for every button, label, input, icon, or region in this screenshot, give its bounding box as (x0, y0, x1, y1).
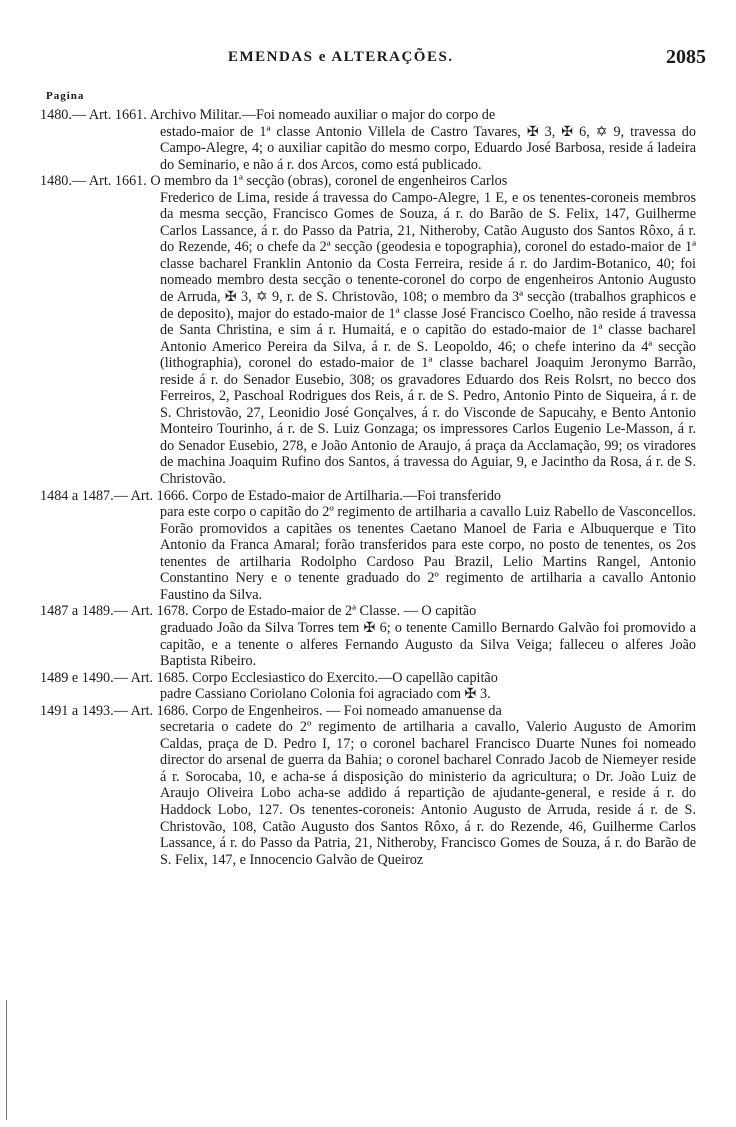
entry-2 (40, 173, 696, 487)
entry-continuation: padre Cassiano Coriolano Colonia foi agraciado com ✠ 3. (160, 686, 491, 703)
entry-continuation: Frederico de Lima, reside á travessa do Campo-Alegre, 1 E, e os tenentes-coroneis membros da mesma secção, Francisco Gomes de Souza, á r. do Barão de S. Felix, 147, Guilherme Carlos Lassance, á r. do Passo da Patria, 21, Nitheroby, Catão Augusto dos Santos Rôxo, á r. do Rezende, 46; o chefe da 2ª secção (geodesia e topographia), coronel do estado-maior de 1ª classe bacharel Franklin Antonio da Costa Ferreira, reside á r. do Jardim-Botanico, 40; foi nomeado membro desta secção o tenente-coronel do corpo de engenheiros Antonio Augusto de Arruda, ✠ 3, ✡ 9, r. de S. Christovão, 108; o membro da 3ª secção (trabalhos graphicos e de deposito), major do estado-maior de 1ª classe José Francisco Coelho, não reside á travessa de Santa Christina, e sim á r. Humaitá, e o capitão do estado-maior de 1ª classe bacharel Antonio Americo Pereira da Silva, á r. de S. Leopoldo, 46; o chefe interino da 4ª secção (lithographia), coronel do estado-maior de 1ª classe bacharel Joaquim Jeronymo Barrão, reside á r. do Senador Eusebio, 308; os gravadores Eduardo dos Reis Rolsrt, no becco dos Ferreiros, 2, Paschoal Rodrigues dos Reis, á r. de S. Pedro, Antonio Pinto de Siqueira, á r. de S. Christovão, 27, Leonidio José Gonçalves, á r. do Visconde de Sapucahy, e Bento Antonio Monteiro Tourinho, á r. de S. Luiz Gonzaga; os impressores Carlos Eugenio Le-Masson, á r. do Senador Eusebio, 278, e João Antonio de Araujo, á praça da Acclamação, 99; os viradores de machina Joaquim Rufino dos Santos, á travessa do Aguiar, 9, e Jacintho da Rosa, á r. de S. Christovão. (160, 189, 696, 488)
entry-continuation: secretaria o cadete do 2º regimento de artilharia a cavallo, Valerio Augusto de Amorim Caldas, praça de D. Pedro I, 17; o coronel bacharel Francisco Duarte Nunes foi nomeado director do arsenal de guerra da Bahia; o coronel bacharel Conrado Jacob de Niemeyer reside á r. Sorocaba, 10, e acha-se á disposição do ministerio da agricultura; o Dr. João Luiz de Araujo Oliveira Lobo acha-se addido á repartição de ajudante-general, e reside á r. do Haddock Lobo, 127. Os tenentes-coroneis: Antonio Augusto de Arruda, reside á r. de S. Christovão, 108, Catão Augusto dos Santos Rôxo, á r. do Rezende, 46, Guilherme Carlos Lassance, á r. do Passo da Patria, 21, Nitheroby, Francisco Gomes de Souza, á r. do Barão de S. Felix, 147, e Innocencio Galvão de Queiroz (160, 719, 696, 868)
column-label: Pagina (46, 90, 85, 102)
entry-1 (40, 107, 696, 173)
entry-first-line: 1480.— Art. 1661. O membro da 1ª secção (obras), coronel de engenheiros Carlos (40, 173, 508, 190)
entry-5 (40, 670, 696, 703)
page-number: 2085 (666, 46, 706, 68)
binding-edge-line (6, 1000, 7, 1120)
entry-first-line: 1491 a 1493.— Art. 1686. Corpo de Engenheiros. — Foi nomeado amanuense da (40, 702, 502, 719)
entry-first-line: 1480.— Art. 1661. Archivo Militar.—Foi nomeado auxiliar o major do corpo de (40, 107, 496, 123)
header-title: EMENDAS e ALTERAÇÕES. (228, 49, 454, 65)
entry-continuation: graduado João da Silva Torres tem ✠ 6; o tenente Camillo Bernardo Galvão foi promovido a capitão, e a tenente o alferes Fernando Augusto da Silva Veiga; falleceu o alferes João Baptista Ribeiro. (160, 619, 696, 670)
entry-continuation: estado-maior de 1ª classe Antonio Villela de Castro Tavares, ✠ 3, ✠ 6, ✡ 9, travessa do Campo-Alegre, 4; o auxiliar capitão do mesmo corpo, Eduardo José Barbosa, reside á ladeira do Seminario, e não á r. dos Arcos, como está publicado. (160, 123, 696, 173)
running-header (0, 46, 736, 72)
entry-continuation: para este corpo o capitão do 2º regimento de artilharia a cavallo Luiz Rabello de Vasconcellos. Forão promovidos a capitães os tenentes Caetano Manoel de Faria e Albuquerque e Tito Antonio da Franca Amaral; forão transferidos para este corpo, no posto de tenentes, os 2os tenentes de artilharia Rodolpho Cardoso Pau Brazil, Lelio Martins Rangel, Antonio Constantino Nery e o tenente graduado do 2º regimento de artilharia a cavallo Antonio Faustino da Silva. (160, 504, 696, 603)
entry-3 (40, 488, 696, 604)
entry-first-line: 1489 e 1490.— Art. 1685. Corpo Ecclesiastico do Exercito.—O capellão capitão (40, 669, 498, 686)
entry-4 (40, 603, 696, 669)
entry-first-line: 1487 a 1489.— Art. 1678. Corpo de Estado-maior de 2ª Classe. — O capitão (40, 603, 477, 620)
entry-6 (40, 703, 696, 868)
entries-list (40, 107, 696, 868)
entry-first-line: 1484 a 1487.— Art. 1666. Corpo de Estado-maior de Artilharia.—Foi transferido (40, 487, 502, 504)
